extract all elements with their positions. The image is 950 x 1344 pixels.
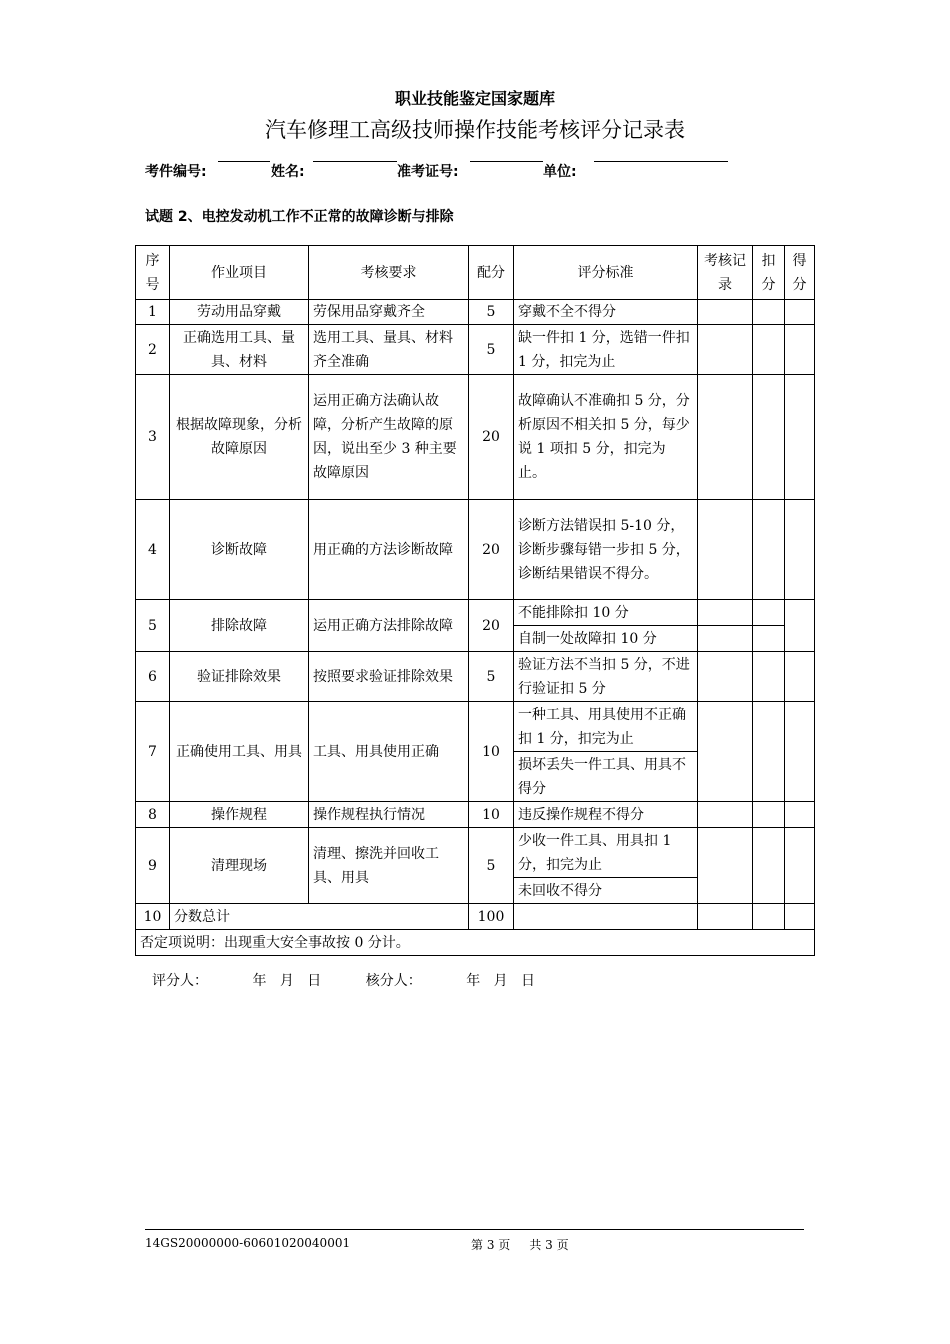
row-score: 10 xyxy=(469,702,514,802)
col-header-item: 作业项目 xyxy=(170,246,309,300)
row-item: 诊断故障 xyxy=(170,500,309,600)
row-requirement: 按照要求验证排除效果 xyxy=(309,652,469,702)
row-seq: 6 xyxy=(136,652,170,702)
exam-subject: 试题 2、电控发动机工作不正常的故障诊断与排除 xyxy=(145,209,454,225)
row-standard: 自制一处故障扣 10 分 xyxy=(514,626,698,652)
ticket-no-blank xyxy=(470,161,543,162)
page-number: 第 3 页 共 3 页 xyxy=(471,1238,569,1252)
row-item: 清理现场 xyxy=(170,828,309,904)
get-cell[interactable] xyxy=(785,802,815,828)
table-row xyxy=(136,325,815,375)
row-seq: 3 xyxy=(136,375,170,500)
candidate-info-line xyxy=(145,161,845,183)
veto-note: 否定项说明：出现重大安全事故按 0 分计。 xyxy=(136,930,815,956)
table-row xyxy=(136,500,815,600)
row-item: 根据故障现象，分析故障原因 xyxy=(170,375,309,500)
deduct-cell[interactable] xyxy=(753,626,785,652)
row-standard: 违反操作规程不得分 xyxy=(514,802,698,828)
scorer-label: 评分人： xyxy=(152,973,208,989)
deduct-cell[interactable] xyxy=(753,300,785,325)
row-score: 20 xyxy=(469,500,514,600)
total-row xyxy=(136,904,815,930)
total-score: 100 xyxy=(469,904,514,930)
table-row xyxy=(136,828,815,878)
deduct-cell[interactable] xyxy=(753,802,785,828)
col-header-seq: 序号 xyxy=(136,246,170,300)
name-label: 姓名: xyxy=(271,164,305,180)
record-cell[interactable] xyxy=(698,702,753,802)
row-standard: 损坏丢失一件工具、用具不得分 xyxy=(514,752,698,802)
get-cell[interactable] xyxy=(785,702,815,802)
record-cell[interactable] xyxy=(698,600,753,626)
row-score: 5 xyxy=(469,828,514,904)
row-requirement: 选用工具、量具、材料齐全准确 xyxy=(309,325,469,375)
deduct-cell[interactable] xyxy=(753,375,785,500)
table-row xyxy=(136,600,815,626)
record-cell[interactable] xyxy=(698,300,753,325)
signature-line xyxy=(152,970,535,990)
col-header-record: 考核记录 xyxy=(698,246,753,300)
record-cell[interactable] xyxy=(698,802,753,828)
checker-label: 核分人： xyxy=(365,973,422,989)
row-requirement: 工具、用具使用正确 xyxy=(309,702,469,802)
table-row xyxy=(136,300,815,325)
row-seq: 1 xyxy=(136,300,170,325)
deduct-cell[interactable] xyxy=(753,828,785,904)
record-cell[interactable] xyxy=(698,828,753,904)
deduct-cell[interactable] xyxy=(753,702,785,802)
get-cell[interactable] xyxy=(785,325,815,375)
record-cell[interactable] xyxy=(698,904,753,930)
col-header-requirement: 考核要求 xyxy=(309,246,469,300)
footer-divider xyxy=(145,1229,804,1230)
row-requirement: 用正确的方法诊断故障 xyxy=(309,500,469,600)
checker-date: 年 月 日 xyxy=(466,973,535,989)
scoring-table xyxy=(135,245,815,956)
row-requirement: 清理、擦洗并回收工具、用具 xyxy=(309,828,469,904)
get-cell[interactable] xyxy=(785,904,815,930)
row-seq: 2 xyxy=(136,325,170,375)
total-standard-cell xyxy=(514,904,698,930)
record-cell[interactable] xyxy=(698,652,753,702)
ticket-no-label: 准考证号: xyxy=(397,164,459,180)
note-row xyxy=(136,930,815,956)
row-seq: 8 xyxy=(136,802,170,828)
row-standard: 未回收不得分 xyxy=(514,878,698,904)
row-item: 验证排除效果 xyxy=(170,652,309,702)
row-requirement: 操作规程执行情况 xyxy=(309,802,469,828)
deduct-cell[interactable] xyxy=(753,904,785,930)
scorer-date: 年 月 日 xyxy=(252,973,322,989)
deduct-cell[interactable] xyxy=(753,500,785,600)
get-cell[interactable] xyxy=(785,500,815,600)
table-row xyxy=(136,702,815,752)
row-requirement: 劳保用品穿戴齐全 xyxy=(309,300,469,325)
table-row xyxy=(136,652,815,702)
row-standard: 穿戴不全不得分 xyxy=(514,300,698,325)
form-title: 汽车修理工高级技师操作技能考核评分记录表 xyxy=(265,118,685,142)
row-seq: 9 xyxy=(136,828,170,904)
row-seq: 7 xyxy=(136,702,170,802)
col-header-standard: 评分标准 xyxy=(514,246,698,300)
record-cell[interactable] xyxy=(698,500,753,600)
table-row xyxy=(136,375,815,500)
row-seq: 4 xyxy=(136,500,170,600)
row-score: 10 xyxy=(469,802,514,828)
row-standard: 诊断方法错误扣 5-10 分，诊断步骤每错一步扣 5 分，诊断结果错误不得分。 xyxy=(514,500,698,600)
bank-title: 职业技能鉴定国家题库 xyxy=(394,89,555,108)
row-standard: 故障确认不准确扣 5 分，分析原因不相关扣 5 分，每少说 1 项扣 5 分，扣完为止。 xyxy=(514,375,698,500)
get-cell[interactable] xyxy=(785,828,815,904)
get-cell[interactable] xyxy=(785,300,815,325)
row-score: 20 xyxy=(469,600,514,652)
row-item: 劳动用品穿戴 xyxy=(170,300,309,325)
unit-blank xyxy=(594,161,728,162)
col-header-score: 配分 xyxy=(469,246,514,300)
row-score: 5 xyxy=(469,300,514,325)
row-standard: 缺一件扣 1 分，选错一件扣 1 分，扣完为止 xyxy=(514,325,698,375)
row-item: 正确使用工具、用具 xyxy=(170,702,309,802)
col-header-get: 得分 xyxy=(785,246,815,300)
unit-label: 单位: xyxy=(543,164,577,180)
row-item: 排除故障 xyxy=(170,600,309,652)
get-cell[interactable] xyxy=(785,652,815,702)
row-requirement: 运用正确方法排除故障 xyxy=(309,600,469,652)
total-label: 分数总计 xyxy=(170,904,469,930)
row-item: 正确选用工具、量具、材料 xyxy=(170,325,309,375)
table-header-row xyxy=(136,246,815,300)
exam-no-blank xyxy=(218,161,270,162)
row-score: 20 xyxy=(469,375,514,500)
name-blank xyxy=(313,161,397,162)
document-code: 14GS20000000-60601020040001 xyxy=(145,1236,351,1250)
row-score: 5 xyxy=(469,652,514,702)
deduct-cell[interactable] xyxy=(753,652,785,702)
col-header-deduct: 扣分 xyxy=(753,246,785,300)
row-standard: 一种工具、用具使用不正确扣 1 分，扣完为止 xyxy=(514,702,698,752)
exam-no-label: 考件编号: xyxy=(145,164,207,180)
get-cell[interactable] xyxy=(785,375,815,500)
row-score: 5 xyxy=(469,325,514,375)
record-cell[interactable] xyxy=(698,325,753,375)
row-standard: 少收一件工具、用具扣 1 分，扣完为止 xyxy=(514,828,698,878)
total-seq: 10 xyxy=(136,904,170,930)
deduct-cell[interactable] xyxy=(753,325,785,375)
table-row xyxy=(136,802,815,828)
row-seq: 5 xyxy=(136,600,170,652)
deduct-cell[interactable] xyxy=(753,600,785,626)
row-standard: 不能排除扣 10 分 xyxy=(514,600,698,626)
record-cell[interactable] xyxy=(698,626,753,652)
get-cell[interactable] xyxy=(785,600,815,652)
record-cell[interactable] xyxy=(698,375,753,500)
row-item: 操作规程 xyxy=(170,802,309,828)
row-requirement: 运用正确方法确认故障，分析产生故障的原因，说出至少 3 种主要故障原因 xyxy=(309,375,469,500)
row-standard: 验证方法不当扣 5 分，不进行验证扣 5 分 xyxy=(514,652,698,702)
